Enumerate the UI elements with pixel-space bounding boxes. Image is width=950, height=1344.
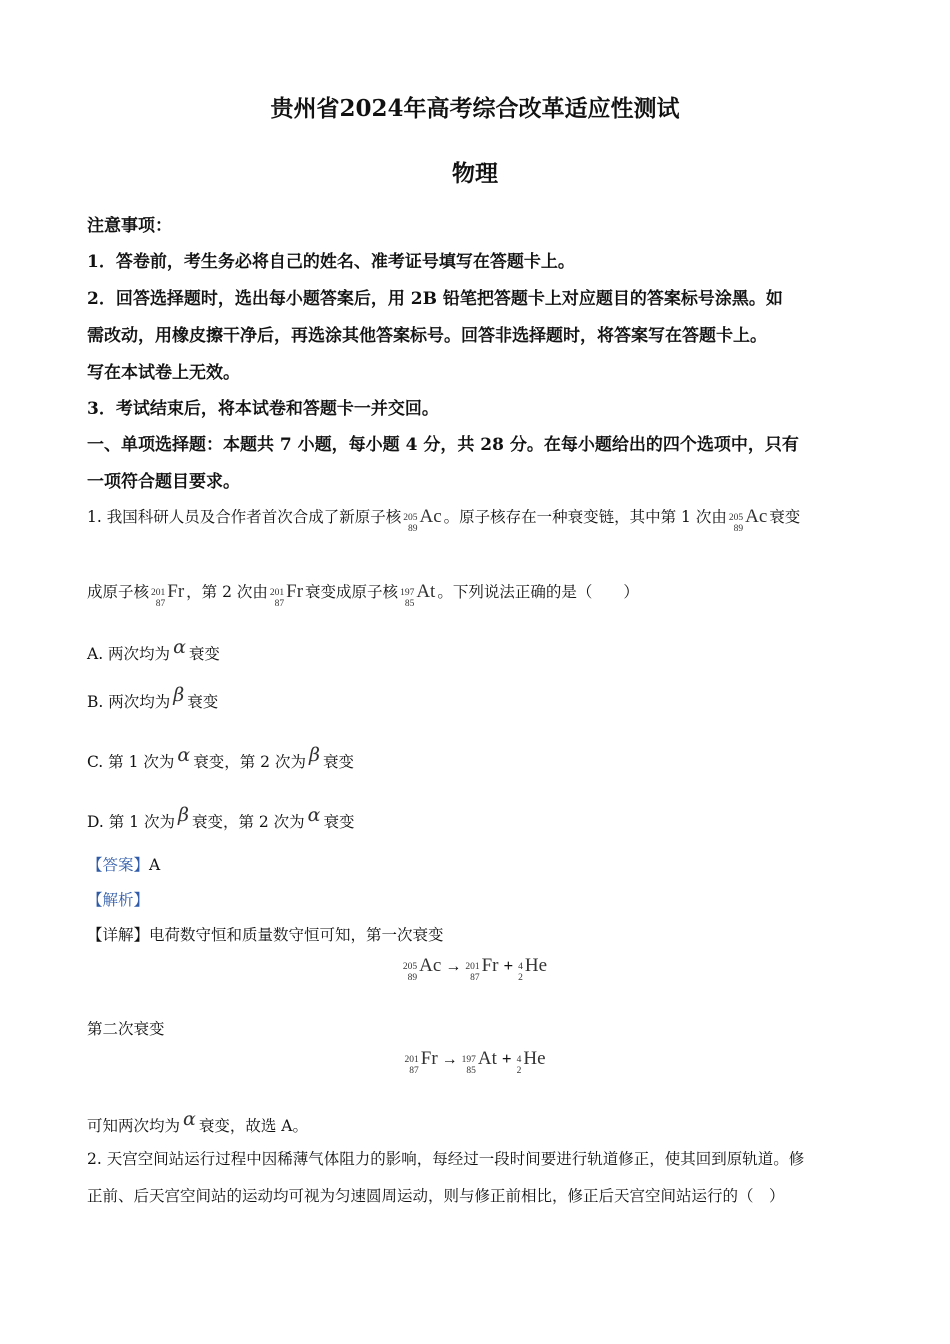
element-symbol: Fr: [286, 581, 304, 602]
notice-item-2-line-2: 需改动，用橡皮擦干净后，再选涂其他答案标号。回答非选择题时，将答案写在答题卡上。: [87, 326, 767, 346]
q1-answer: [87, 853, 160, 875]
nuclide-at: [400, 581, 435, 610]
option-text: 衰变: [188, 645, 220, 663]
charge-number: 87: [155, 599, 166, 609]
nuclide-ac: [403, 506, 441, 535]
beta-symbol: β: [308, 744, 320, 766]
option-text: B. 两次均为: [87, 693, 171, 711]
option-text: 衰变: [323, 813, 355, 831]
charge-number: 87: [274, 599, 285, 609]
option-text: 衰变，第 2 次为: [191, 813, 305, 831]
notice-item-2-line-1: 2．回答选择题时，选出每小题答案后，用 2B 铅笔把答题卡上对应题目的答案标号涂黑。如: [87, 289, 783, 309]
q1-conclusion: [87, 1108, 308, 1136]
plus-sign: +: [503, 956, 514, 975]
nuclide-he: [518, 955, 547, 984]
charge-number: 2: [516, 1066, 522, 1076]
nuclide-fr: [465, 955, 498, 984]
charge-number: 89: [733, 524, 744, 534]
q2-stem-line-1: 2. 天宫空间站运行过程中因稀薄气体阻力的影响，每经过一段时间要进行轨道修正，使其回到原轨道。修: [87, 1150, 805, 1168]
charge-number: 85: [466, 1066, 476, 1076]
second-decay-label: 第二次衰变: [87, 1020, 165, 1038]
q1-option-b: [87, 684, 218, 712]
arrow-icon: →: [445, 958, 462, 975]
option-text: A. 两次均为: [87, 645, 171, 663]
answer-tag: 【答案】: [87, 856, 150, 874]
arrow-icon: →: [441, 1051, 458, 1068]
mass-number: 205: [403, 513, 418, 523]
element-symbol: Ac: [745, 506, 768, 527]
option-text: C. 第 1 次为: [87, 753, 175, 771]
detail-tag: 【详解】: [87, 926, 150, 944]
mass-number: 201: [465, 962, 480, 972]
notice-heading: 注意事项：: [87, 216, 172, 236]
exam-title: 贵州省2024年高考综合改革适应性测试: [270, 95, 680, 122]
mass-number: 201: [269, 588, 285, 598]
notice-item-1: 1．答卷前，考生务必将自己的姓名、准考证号填写在答题卡上。: [87, 252, 575, 272]
mass-number: 197: [461, 1055, 476, 1065]
alpha-symbol: α: [183, 1108, 196, 1130]
option-text: 衰变: [322, 753, 354, 771]
alpha-symbol: α: [173, 636, 186, 658]
option-text: 衰变: [187, 693, 219, 711]
nuclide-ac: [403, 955, 441, 984]
mass-number: 4: [518, 962, 523, 972]
q1-text: 。下列说法正确的是（ ）: [437, 583, 639, 601]
element-symbol: He: [524, 955, 548, 976]
charge-number: 2: [518, 973, 523, 983]
charge-number: 89: [407, 973, 418, 983]
q1-detail: [87, 923, 444, 945]
q1-option-a: [87, 636, 220, 664]
q1-option-c: [87, 744, 354, 772]
nuclide-fr: [405, 1048, 438, 1077]
decay-equation-1: [0, 955, 950, 984]
plus-sign: +: [501, 1049, 512, 1068]
mass-number: 4: [516, 1055, 522, 1065]
element-symbol: At: [477, 1048, 497, 1069]
element-symbol: At: [416, 581, 436, 602]
q1-text: 。原子核存在一种衰变链，其中第 1 次由: [443, 508, 727, 526]
subject-title: 物理: [452, 160, 498, 187]
q1-stem-line-2: [87, 580, 639, 610]
nuclide-ac: [729, 506, 767, 535]
q1-text: ，第 2 次由: [186, 583, 268, 601]
element-symbol: Ac: [419, 506, 442, 527]
charge-number: 89: [407, 524, 418, 534]
alpha-symbol: α: [177, 744, 191, 766]
mass-number: 205: [402, 962, 418, 972]
q1-text: 1. 我国科研人员及合作者首次合成了新原子核: [87, 508, 402, 526]
conclusion-text: 可知两次均为: [87, 1117, 181, 1135]
notice-item-3: 3．考试结束后，将本试卷和答题卡一并交回。: [87, 399, 439, 419]
q1-text: 衰变成原子核: [305, 583, 399, 601]
conclusion-text: 衰变，故选 A。: [198, 1117, 308, 1135]
q1-option-d: [87, 804, 355, 832]
element-symbol: Fr: [420, 1048, 438, 1069]
decay-equation-2: [0, 1048, 950, 1077]
element-symbol: He: [523, 1048, 546, 1069]
mass-number: 197: [400, 588, 415, 598]
q2-stem-line-2: 正前、后天宫空间站的运动均可视为匀速圆周运动，则与修正前相比，修正后天宫空间站运行的（ ）: [87, 1187, 785, 1205]
beta-symbol: β: [173, 684, 185, 706]
analysis-tag: 【解析】: [87, 891, 150, 909]
notice-item-2-line-3: 写在本试卷上无效。: [87, 363, 240, 383]
mass-number: 201: [151, 588, 166, 598]
charge-number: 87: [409, 1066, 419, 1076]
element-symbol: Fr: [167, 581, 185, 602]
nuclide-fr: [151, 581, 184, 610]
option-text: 衰变，第 2 次为: [193, 753, 306, 771]
nuclide-he: [517, 1048, 546, 1077]
nuclide-fr: [270, 581, 303, 610]
nuclide-at: [462, 1048, 497, 1077]
element-symbol: Ac: [419, 955, 442, 976]
section-heading-line-1: 一、单项选择题：本题共 7 小题，每小题 4 分，共 28 分。在每小题给出的四个选项中，只有: [87, 435, 799, 455]
element-symbol: Fr: [481, 955, 499, 976]
mass-number: 201: [404, 1055, 419, 1065]
charge-number: 87: [470, 973, 480, 983]
q1-text: 衰变: [769, 508, 801, 526]
beta-symbol: β: [177, 804, 189, 826]
option-text: D. 第 1 次为: [87, 813, 175, 831]
answer-value: A: [149, 856, 161, 874]
alpha-symbol: α: [307, 804, 321, 826]
detail-text: 电荷数守恒和质量数守恒可知，第一次衰变: [149, 926, 444, 944]
q1-stem-line-1: [87, 505, 800, 535]
q1-text: 成原子核: [87, 583, 150, 601]
charge-number: 85: [404, 599, 415, 609]
mass-number: 205: [728, 513, 744, 523]
section-heading-line-2: 一项符合题目要求。: [87, 472, 240, 492]
